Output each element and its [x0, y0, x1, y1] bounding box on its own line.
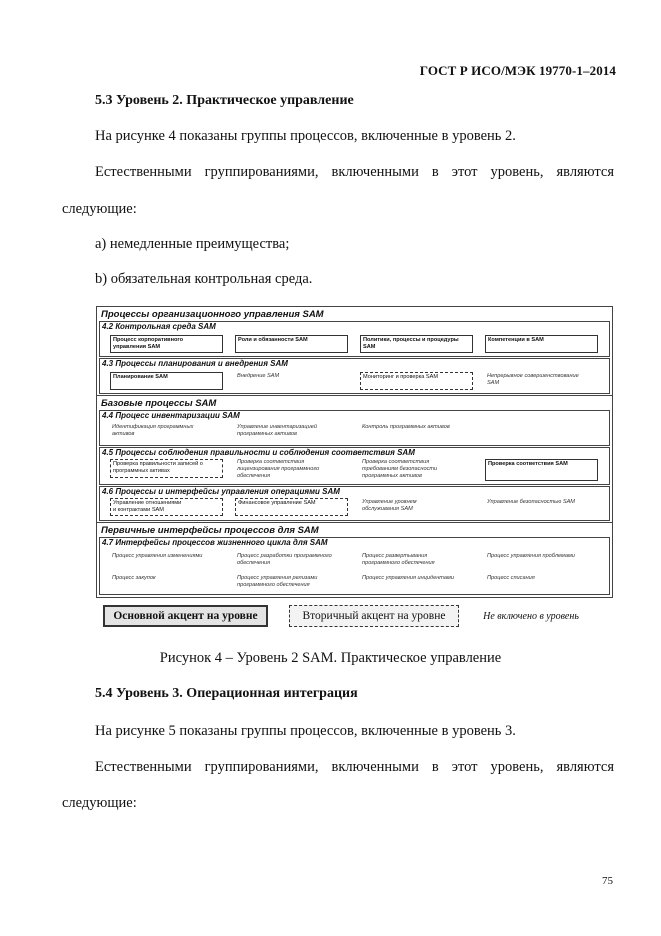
group-title: 4.7 Интерфейсы процессов жизненного цикла для SAM [102, 538, 328, 547]
process-item-excluded: Процесс развертывания программного обеспечения [362, 553, 435, 566]
paragraph-groupings-line2: следующие: [62, 795, 137, 811]
process-item-secondary: Проверка правильности записей о программных активах [110, 459, 223, 478]
word: Естественными [95, 164, 192, 180]
group-4-2 [99, 321, 610, 357]
page-number: 75 [602, 875, 613, 887]
process-item-primary: Процесс корпоративного управления SAM [110, 335, 223, 353]
process-item-primary: Планирование SAM [110, 372, 223, 390]
paragraph-groupings-line1 [95, 164, 614, 181]
band-title: Первичные интерфейсы процессов для SAM [101, 525, 319, 536]
word: в [431, 759, 439, 775]
paragraph-groupings-line2: следующие: [62, 201, 137, 217]
process-item-primary: Проверка соответствия SAM [485, 459, 598, 481]
process-item-excluded: Процесс управления инцидентами [362, 575, 454, 581]
legend-excluded: Не включено в уровень [483, 610, 579, 622]
process-item-excluded: Управление инвентаризацией программных активов [237, 424, 317, 437]
process-item-secondary: Финансовое управление SAM [235, 498, 348, 516]
process-item-primary: Компетенции в SAM [485, 335, 598, 353]
paragraph-groupings-line1 [95, 759, 614, 776]
list-item-a: а) немедленные преимущества; [95, 236, 290, 252]
word: этот [451, 164, 478, 180]
process-item-excluded: Управление уровнем обслуживания SAM [362, 499, 417, 512]
process-item-excluded: Контроль программных активов [362, 424, 450, 430]
process-item-excluded: Идентификация программных активов [112, 424, 194, 437]
paragraph-intro-fig5: На рисунке 5 показаны группы процессов, включенные в уровень 3. [95, 723, 516, 739]
band-title: Процессы организационного управления SAM [101, 309, 324, 320]
word: включенными [331, 164, 419, 180]
process-item-secondary: Управление отношениями и контрактами SAM [110, 498, 223, 516]
document-header: ГОСТ Р ИСО/МЭК 19770-1–2014 [419, 63, 616, 78]
word: Естественными [95, 759, 192, 775]
figure-4-diagram [96, 306, 613, 598]
process-item-excluded: Проверка соответствия требованиям безопасности программных активов [362, 459, 438, 479]
group-title: 4.4 Процесс инвентаризации SAM [102, 411, 240, 420]
band-interfaces [97, 523, 612, 597]
section-heading-5-3: 5.3 Уровень 2. Практическое управление [95, 93, 354, 108]
word: этот [451, 759, 478, 775]
group-title: 4.3 Процессы планирования и внедрения SAM [102, 359, 288, 368]
group-4-7 [99, 537, 610, 595]
process-item-primary: Политики, процессы и процедуры SAM [360, 335, 473, 353]
process-item-excluded: Процесс управления релизами программного обеспечения [237, 575, 318, 588]
list-item-b: b) обязательная контрольная среда. [95, 271, 313, 287]
group-title: 4.6 Процессы и интерфейсы управления операциями SAM [102, 487, 340, 496]
process-item-primary: Роли и обязанности SAM [235, 335, 348, 353]
group-4-6 [99, 486, 610, 521]
process-item-excluded: Процесс управления изменениями [112, 553, 203, 559]
word: группированиями, [204, 164, 319, 180]
process-item-excluded: Процесс закупок [112, 575, 156, 581]
process-item-excluded: Внедрение SAM [237, 373, 280, 379]
band-title: Базовые процессы SAM [101, 398, 217, 409]
process-item-excluded: Непрерывное совершенствование SAM [487, 373, 579, 386]
process-item-excluded: Проверка соответствия лицензирования программного обеспечения [237, 459, 320, 479]
word: в [431, 164, 439, 180]
process-item-excluded: Процесс списания [487, 575, 535, 581]
process-item-excluded: Процесс управления проблемами [487, 553, 575, 559]
figure-caption: Рисунок 4 – Уровень 2 SAM. Практическое управление [159, 650, 502, 666]
word: уровень, [490, 759, 544, 775]
section-heading-5-4: 5.4 Уровень 3. Операционная интеграция [95, 686, 358, 701]
group-4-4 [99, 410, 610, 446]
band-core [97, 396, 612, 523]
legend-primary: Основной акцент на уровне [103, 605, 268, 627]
group-4-5 [99, 447, 610, 485]
word: являются [556, 759, 614, 775]
process-item-excluded: Процесс разработки программного обеспечения [237, 553, 332, 566]
group-4-3 [99, 358, 610, 394]
word: включенными [331, 759, 419, 775]
word: являются [556, 164, 614, 180]
word: группированиями, [204, 759, 319, 775]
word: уровень, [490, 164, 544, 180]
paragraph-intro-fig4: На рисунке 4 показаны группы процессов, включенные в уровень 2. [95, 128, 516, 144]
group-title: 4.2 Контрольная среда SAM [102, 322, 216, 331]
group-title: 4.5 Процессы соблюдения правильности и соблюдения соответствия SAM [102, 448, 415, 457]
legend-secondary: Вторичный акцент на уровне [289, 605, 459, 627]
process-item-excluded: Управление безопасностью SAM [487, 499, 575, 505]
process-item-secondary: Мониторинг и проверка SAM [360, 372, 473, 390]
band-organizational [97, 307, 612, 396]
